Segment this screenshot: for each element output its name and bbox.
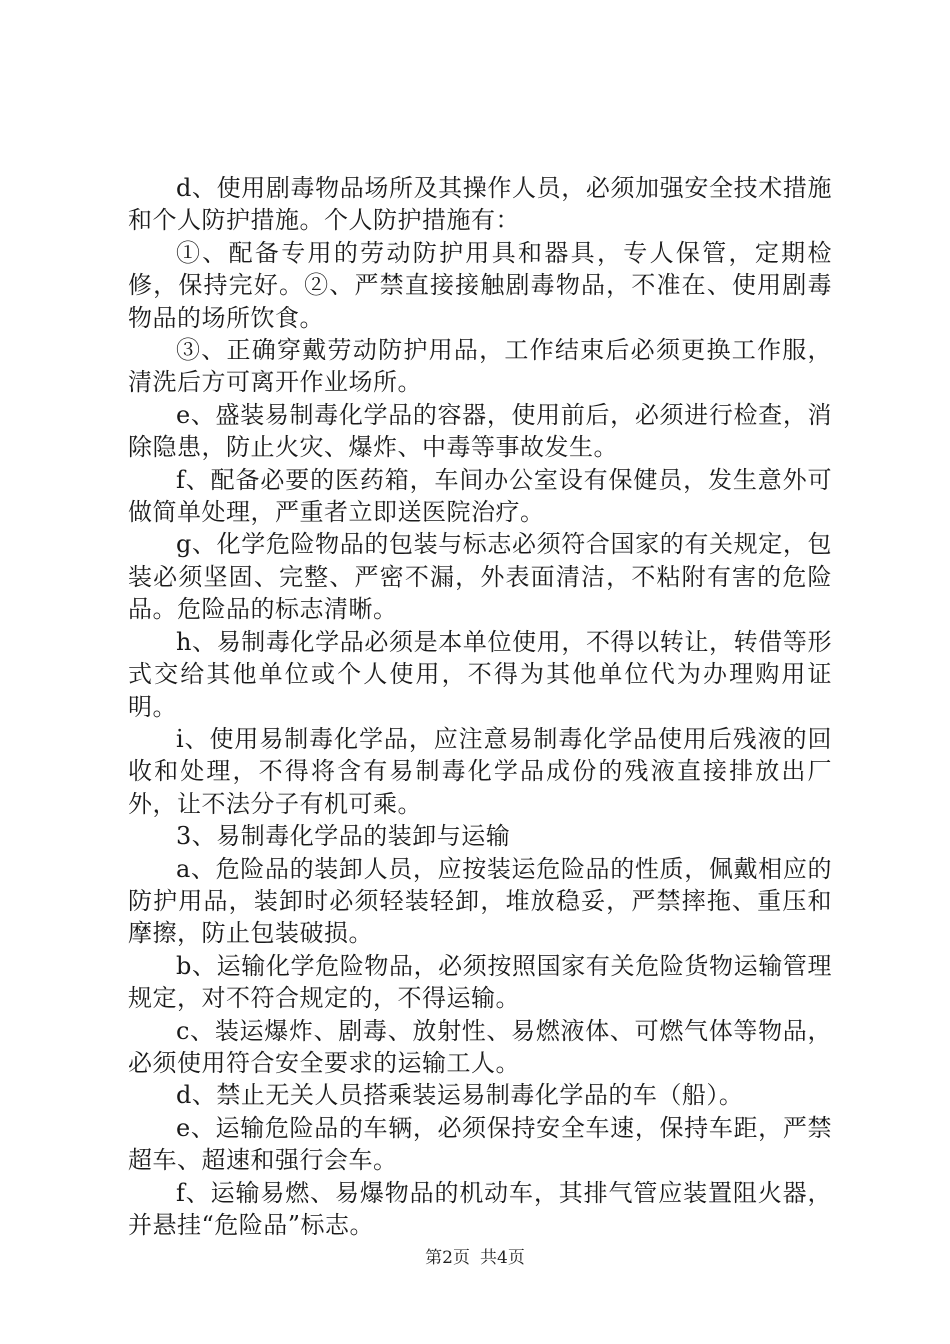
- paragraph: h、易制毒化学品必须是本单位使用，不得以转让，转借等形式交给其他单位或个人使用，不得为其他单位代为办理购用证明。: [128, 627, 832, 721]
- page-footer: [0, 1243, 950, 1268]
- paragraph: b、运输化学危险物品，必须按照国家有关危险货物运输管理规定，对不符合规定的，不得运输。: [128, 951, 832, 1013]
- paragraph: e、运输危险品的车辆，必须保持安全车速，保持车距，严禁超车、超速和强行会车。: [128, 1113, 832, 1175]
- paragraph: f、配备必要的医药箱，车间办公室设有保健员，发生意外可做简单处理，严重者立即送医院治疗。: [128, 465, 832, 527]
- paragraph: ③、正确穿戴劳动防护用品，工作结束后必须更换工作服，清洗后方可离开作业场所。: [128, 336, 832, 397]
- paragraph: g、化学危险物品的包装与标志必须符合国家的有关规定，包装必须坚固、完整、严密不漏，外表面清洁，不粘附有害的危险品。危险品的标志清晰。: [128, 530, 832, 624]
- page-total: 共4页: [480, 1248, 525, 1268]
- document-body: [128, 172, 832, 1241]
- paragraph: a、危险品的装卸人员，应按装运危险品的性质，佩戴相应的防护用品，装卸时必须轻装轻卸，堆放稳妥，严禁摔拖、重压和摩擦，防止包装破损。: [128, 854, 832, 948]
- paragraph: d、禁止无关人员搭乘装运易制毒化学品的车（船）。: [176, 1081, 744, 1110]
- paragraph: 3、易制毒化学品的装卸与运输: [176, 822, 511, 851]
- page-number: 第2页: [425, 1248, 470, 1268]
- paragraph: e、盛装易制毒化学品的容器，使用前后，必须进行检查，消除隐患，防止火灾、爆炸、中毒等事故发生。: [128, 400, 832, 462]
- paragraph: i、使用易制毒化学品，应注意易制毒化学品使用后残液的回收和处理，不得将含有易制毒化学品成份的残液直接排放出厂外，让不法分子有机可乘。: [128, 724, 832, 818]
- paragraph: c、装运爆炸、剧毒、放射性、易燃液体、可燃气体等物品，必须使用符合安全要求的运输工人。: [128, 1016, 832, 1077]
- paragraph: ①、配备专用的劳动防护用具和器具，专人保管，定期检修，保持完好。②、严禁直接接触剧毒物品，不准在、使用剧毒物品的场所饮食。: [128, 238, 832, 332]
- paragraph: f、运输易燃、易爆物品的机动车，其排气管应装置阻火器，并悬挂“危险品”标志。: [128, 1178, 832, 1239]
- paragraph: d、使用剧毒物品场所及其操作人员，必须加强安全技术措施和个人防护措施。个人防护措施有：: [128, 174, 832, 235]
